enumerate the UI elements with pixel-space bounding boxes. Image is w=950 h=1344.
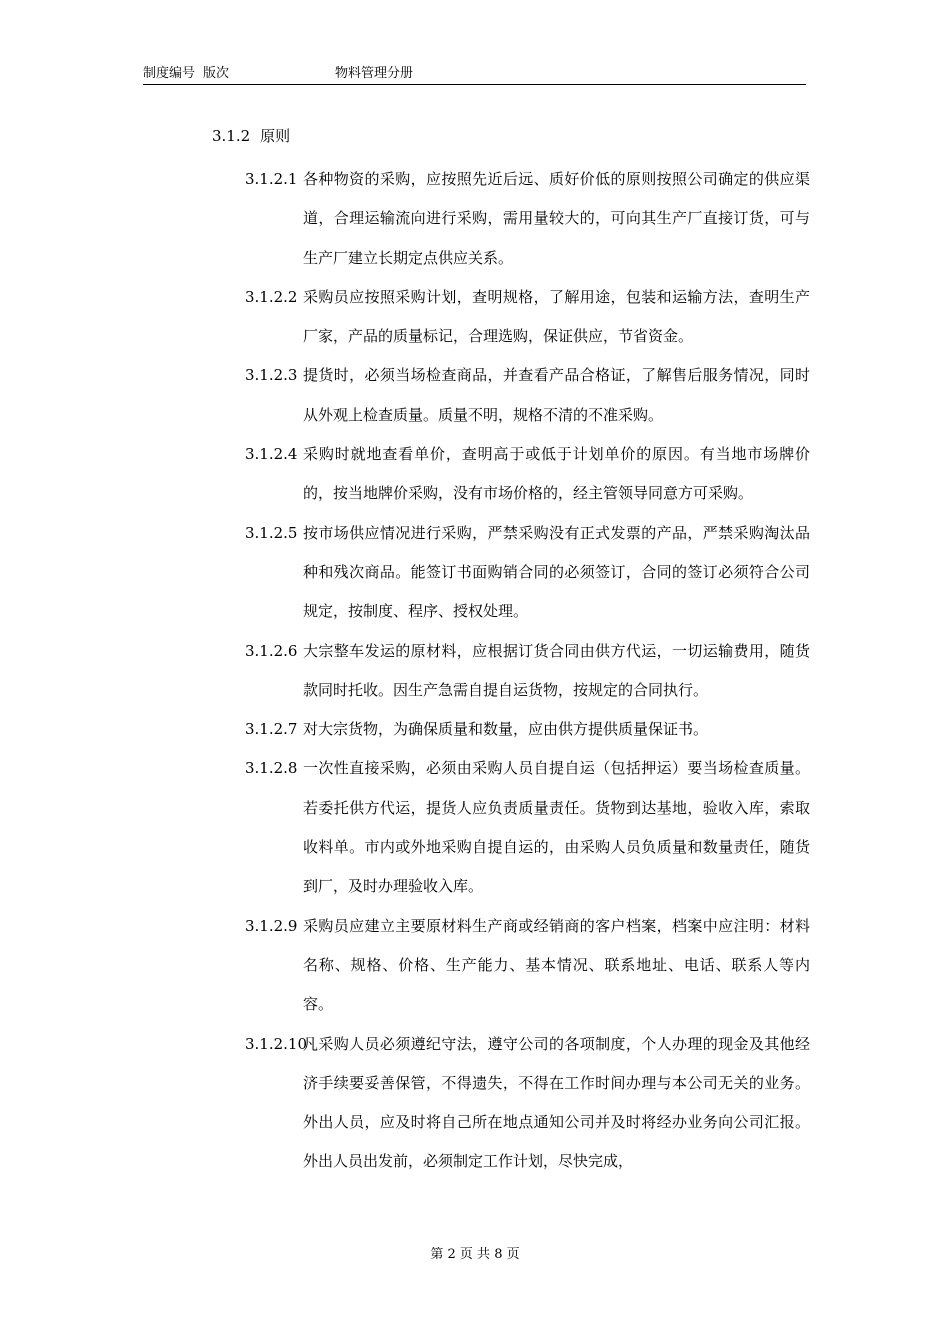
clause-item xyxy=(245,632,810,711)
clause-text: 提货时，必须当场检查商品，并查看产品合格证，了解售后服务情况，同时从外观上检查质量。质量不明，规格不清的不准采购。 xyxy=(303,366,810,424)
clause-number: 3.1.2.1 xyxy=(245,170,298,188)
clause-item xyxy=(245,710,810,749)
clause-number: 3.1.2.5 xyxy=(245,523,298,542)
section-heading xyxy=(212,124,300,148)
clause-text: 凡采购人员必须遵纪守法，遵守公司的各项制度，个人办理的现金及其他经济手续要妥善保管，不得遗失，不得在工作时间办理与本公司无关的业务。外出人员，应及时将自己所在地点通知公司并及时将经办业务向公司汇报。外出人员出发前，必须制定工作计划，尽快完成， xyxy=(303,1034,810,1171)
clause-item xyxy=(245,907,810,1025)
clause-number: 3.1.2.4 xyxy=(245,445,298,464)
clause-text: 大宗整车发运的原材料，应根据订货合同由供方代运，一切运输费用，随货款同时托收。因生产急需自提自运货物，按规定的合同执行。 xyxy=(303,641,810,699)
clause-text: 采购时就地查看单价，查明高于或低于计划单价的原因。有当地市场牌价的，按当地牌价采购，没有市场价格的，经主管领导同意方可采购。 xyxy=(303,445,810,503)
clause-item xyxy=(245,435,810,514)
clause-text: 各种物资的采购，应按照先近后远、质好价低的原则按照公司确定的供应渠道，合理运输流向进行采购，需用量较大的，可向其生产厂直接订货，可与生产厂建立长期定点供应关系。 xyxy=(303,170,810,267)
clause-item xyxy=(245,356,810,435)
clause-number: 3.1.2.8 xyxy=(245,759,298,778)
clause-number: 3.1.2.9 xyxy=(245,916,298,935)
clause-item xyxy=(245,160,810,278)
version-label: 版次 xyxy=(203,66,230,81)
document-title: 物料管理分册 xyxy=(335,66,414,81)
clause-number: 3.1.2.10 xyxy=(245,1034,308,1053)
section-number: 3.1.2 xyxy=(212,127,251,145)
clause-item xyxy=(245,278,810,357)
page-footer xyxy=(0,1247,950,1263)
clause-text: 采购员应建立主要原材料生产商或经销商的客户档案，档案中应注明：材料名称、规格、价格、生产能力、基本情况、联系地址、电话、联系人等内容。 xyxy=(303,916,810,1014)
clause-list xyxy=(245,160,810,1182)
clause-number: 3.1.2.3 xyxy=(245,366,298,385)
clause-number: 3.1.2.6 xyxy=(245,641,298,660)
page-header xyxy=(143,66,806,85)
clause-text: 对大宗货物，为确保质量和数量，应由供方提供质量保证书。 xyxy=(303,720,709,739)
clause-number: 3.1.2.2 xyxy=(245,287,298,306)
clause-item xyxy=(245,1025,810,1182)
clause-number: 3.1.2.7 xyxy=(245,720,298,739)
clause-item xyxy=(245,514,810,632)
section-title: 原则 xyxy=(260,127,291,145)
page-number: 第 2 页 共 8 页 xyxy=(430,1247,520,1262)
clause-text: 一次性直接采购，必须由采购人员自提自运（包括押运）要当场检查质量。若委托供方代运，提货人应负责质量责任。货物到达基地，验收入库，索取收料单。市内或外地采购自提自运的，由采购人员负质量和数量责任，随货到厂，及时办理验收入库。 xyxy=(303,759,810,896)
clause-text: 采购员应按照采购计划，查明规格，了解用途，包装和运输方法，查明生产厂家，产品的质量标记，合理选购，保证供应，节省资金。 xyxy=(303,287,810,346)
doc-code-label: 制度编号 xyxy=(143,66,196,81)
clause-text: 按市场供应情况进行采购，严禁采购没有正式发票的产品，严禁采购淘汰品种和残次商品。能签订书面购销合同的必须签订，合同的签订必须符合公司规定，按制度、程序、授权处理。 xyxy=(303,523,810,621)
clause-item xyxy=(245,749,810,906)
